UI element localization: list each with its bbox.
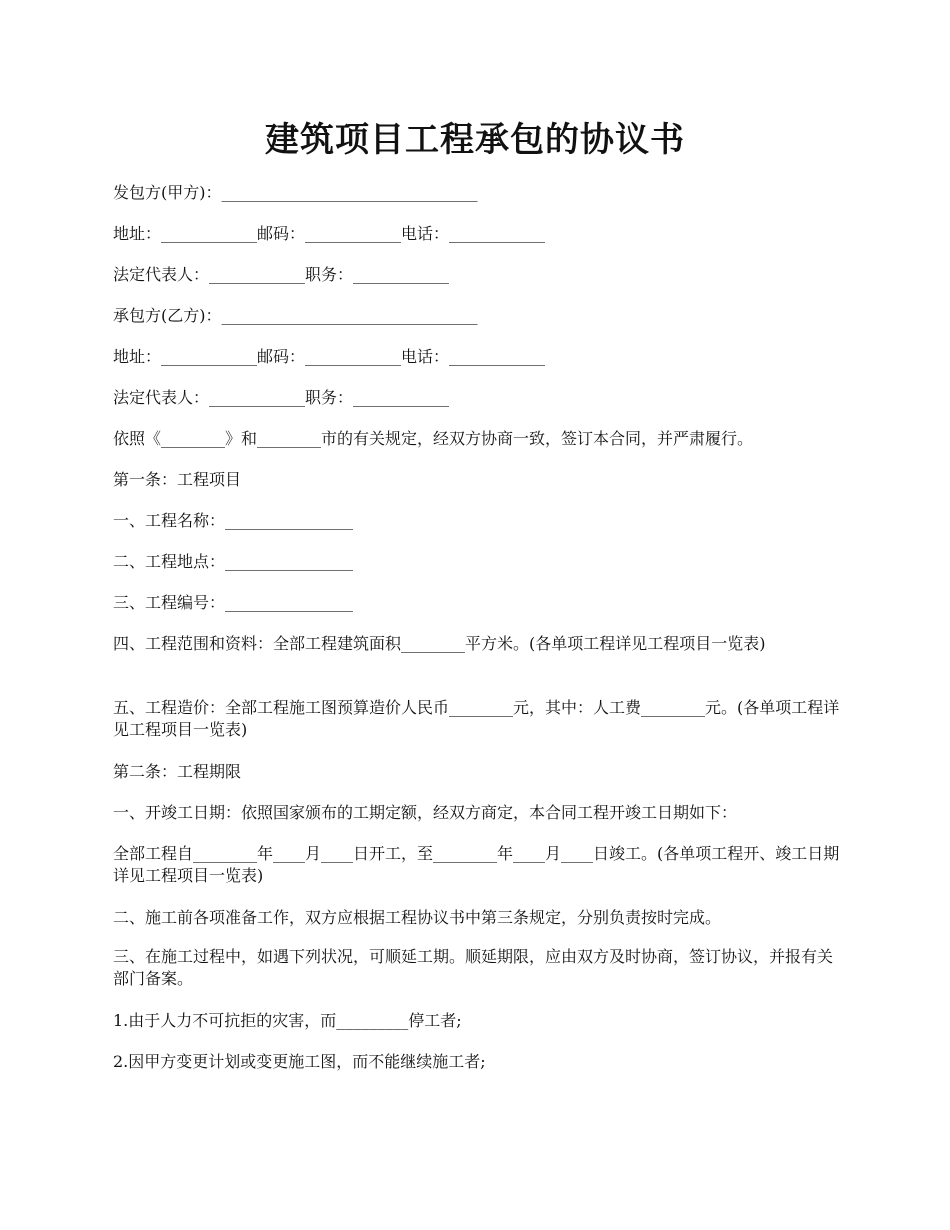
preparation-paragraph: 二、施工前各项准备工作，双方应根据工程协议书中第三条规定，分别负责按时完成。: [113, 908, 722, 927]
project-number-line: 三、工程编号：________________: [113, 593, 354, 612]
preamble-paragraph: 依照《________》和________市的有关规定，经双方协商一致，签订本合同，并严肃履行。: [113, 429, 754, 448]
party-a-line: 发包方(甲方)：________________________________: [113, 183, 478, 202]
party-b-address-line: 地址：____________邮码：____________电话：____________: [113, 347, 546, 366]
document-title: 建筑项目工程承包的协议书: [265, 120, 685, 160]
party-a-address-line: 地址：____________邮码：____________电话：____________: [113, 224, 546, 243]
schedule-dates-paragraph: 全部工程自________年____月____日开工，至________年____月____日竣工。(各单项工程开、竣工日期详见工程项目一览表): [113, 844, 840, 885]
project-cost-paragraph: 五、工程造价：全部工程施工图预算造价人民币________元，其中：人工费________元。(各单项工程详见工程项目一览表): [113, 698, 840, 739]
list-item-1: 1.由于人力不可抗拒的灾害，而_________停工者;: [113, 1011, 462, 1030]
list-item-2: 2.因甲方变更计划或变更施工图，而不能继续施工者;: [113, 1052, 486, 1071]
project-scope-paragraph: 四、工程范围和资料：全部工程建筑面积________平方米。(各单项工程详见工程项目一览表): [113, 634, 766, 653]
party-b-representative-line: 法定代表人：____________职务：____________: [113, 388, 450, 407]
party-b-line: 承包方(乙方)：________________________________: [113, 306, 478, 325]
party-a-representative-line: 法定代表人：____________职务：____________: [113, 265, 450, 284]
project-name-line: 一、工程名称：________________: [113, 511, 354, 530]
project-location-line: 二、工程地点：________________: [113, 552, 354, 571]
article-2-heading: 第二条：工程期限: [113, 762, 242, 781]
extension-paragraph: 三、在施工过程中，如遇下列状况，可顺延工期。顺延期限，应由双方及时协商，签订协议，并报有关部门备案。: [113, 947, 834, 988]
article-1-heading: 第一条：工程项目: [113, 470, 242, 489]
start-completion-paragraph: 一、开竣工日期：依照国家颁布的工期定额，经双方商定，本合同工程开竣工日期如下：: [113, 803, 738, 822]
